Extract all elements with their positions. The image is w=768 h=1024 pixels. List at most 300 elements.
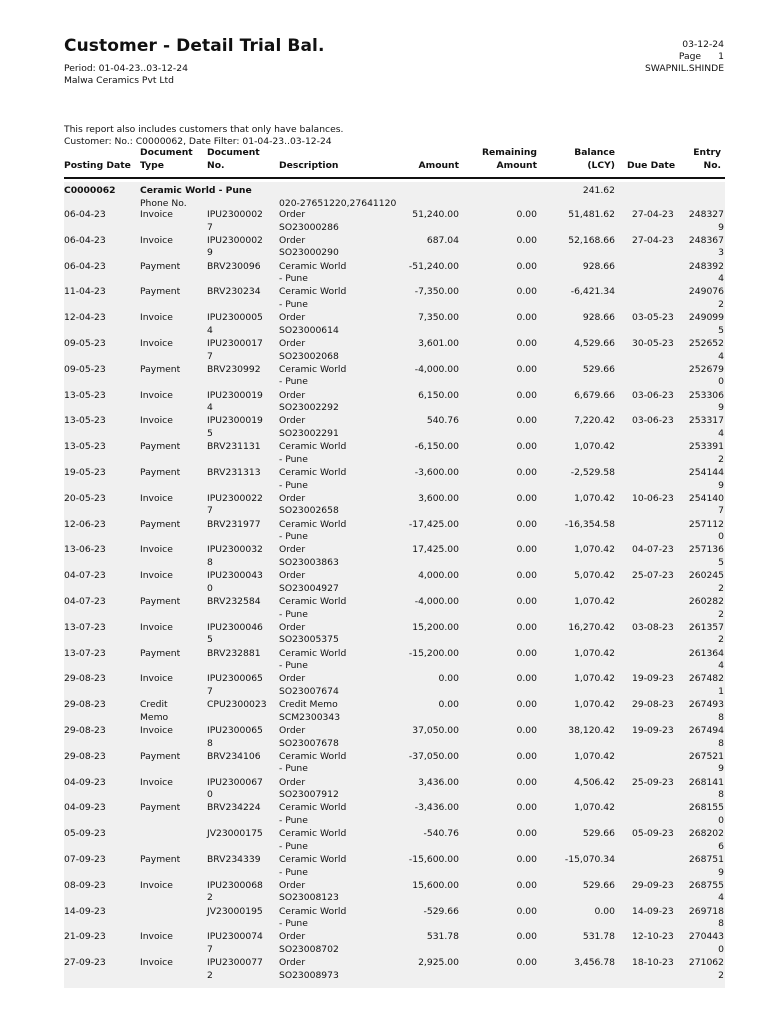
- description: Order SO23007912: [279, 776, 339, 801]
- entry-no: 267482 1: [688, 673, 724, 697]
- document-type: Invoice: [140, 621, 173, 633]
- column-header-remaining: Remaining Amount: [481, 147, 537, 171]
- posting-date: 14-09-23: [64, 905, 106, 917]
- amount: 0.00: [438, 673, 459, 685]
- remaining-amount: 0.00: [516, 957, 537, 969]
- entry-no: 254140 7: [688, 492, 724, 517]
- document-no: BRV234339: [207, 854, 261, 865]
- document-type: Invoice: [140, 725, 173, 736]
- description: Ceramic World - Pune: [279, 286, 347, 310]
- document-no: BRV230096: [207, 260, 261, 272]
- remaining-amount: 0.00: [516, 673, 537, 685]
- table-row: [0, 312, 768, 338]
- posting-date: 29-08-23: [64, 750, 106, 762]
- description: Ceramic World - Pune: [279, 441, 347, 465]
- posting-date: 05-09-23: [64, 828, 106, 840]
- entry-no: 249099 5: [688, 312, 724, 336]
- description: Ceramic World - Pune: [279, 596, 347, 620]
- document-no: IPU2300017 7: [207, 338, 263, 362]
- posting-date: 06-04-23: [64, 234, 106, 246]
- description: Order SO23007674: [279, 673, 339, 697]
- document-no: IPU2300002 9: [207, 234, 263, 259]
- entry-no: 257112 0: [688, 518, 724, 543]
- entry-no: 270443 0: [688, 931, 724, 955]
- description: Order SO23002291: [279, 415, 339, 439]
- document-type: Payment: [140, 441, 181, 453]
- balance-lcy: -15,070.34: [564, 854, 615, 865]
- document-no: BRV230234: [207, 286, 261, 298]
- due-date: 10-06-23: [632, 492, 674, 504]
- balance-lcy: -2,529.58: [570, 467, 615, 478]
- entry-no: 253317 4: [688, 415, 724, 439]
- amount: 51,240.00: [412, 209, 459, 220]
- remaining-amount: 0.00: [516, 802, 537, 814]
- balance-lcy: 531.78: [582, 931, 615, 943]
- document-no: IPU2300002 7: [207, 209, 263, 233]
- description: Order SO23004927: [279, 570, 339, 594]
- amount: 6,150.00: [418, 389, 459, 401]
- report-note: This report also includes customers that only have balances.: [64, 124, 344, 135]
- due-date: 19-09-23: [632, 673, 674, 685]
- phone-label: Phone No.: [140, 198, 187, 209]
- document-type: Invoice: [140, 673, 173, 685]
- table-row: [0, 519, 768, 545]
- description: Ceramic World - Pune: [279, 260, 347, 285]
- table-row: [0, 441, 768, 467]
- table-row: [0, 673, 768, 699]
- description: Ceramic World - Pune: [279, 467, 347, 491]
- entry-no: 248367 3: [688, 234, 724, 259]
- balance-lcy: 4,506.42: [574, 776, 615, 788]
- remaining-amount: 0.00: [516, 905, 537, 917]
- entry-no: 260282 2: [688, 596, 724, 620]
- table-row: [0, 544, 768, 570]
- posting-date: 13-07-23: [64, 621, 106, 633]
- document-no: IPU2300019 4: [207, 389, 263, 414]
- balance-lcy: 1,070.42: [574, 647, 615, 659]
- balance-lcy: 529.66: [582, 828, 615, 840]
- posting-date: 13-05-23: [64, 441, 106, 453]
- table-row: [0, 261, 768, 287]
- column-header-posting-date: Posting Date: [64, 160, 131, 171]
- document-type: Invoice: [140, 389, 173, 401]
- description: Order SO23003863: [279, 544, 339, 568]
- balance-lcy: -16,354.58: [564, 518, 615, 530]
- document-no: IPU2300005 4: [207, 312, 263, 336]
- remaining-amount: 0.00: [516, 828, 537, 840]
- document-no: IPU2300067 0: [207, 776, 263, 801]
- document-type: Payment: [140, 286, 181, 298]
- balance-lcy: 1,070.42: [574, 750, 615, 762]
- table-row: [0, 880, 768, 906]
- description: Order SO23000290: [279, 234, 339, 259]
- table-row: [0, 467, 768, 493]
- balance-lcy: 1,070.42: [574, 441, 615, 453]
- balance-lcy: 0.00: [594, 905, 615, 917]
- remaining-amount: 0.00: [516, 286, 537, 298]
- amount: 15,600.00: [412, 879, 459, 891]
- amount: 531.78: [426, 931, 459, 943]
- document-type: Invoice: [140, 879, 173, 891]
- description: Ceramic World - Pune: [279, 828, 347, 852]
- balance-lcy: 529.66: [582, 363, 615, 375]
- description: Ceramic World - Pune: [279, 750, 347, 775]
- posting-date: 21-09-23: [64, 931, 106, 943]
- document-no: BRV232584: [207, 596, 261, 607]
- table-row: [0, 209, 768, 235]
- amount: -4,000.00: [414, 363, 459, 375]
- amount: 0.00: [438, 699, 459, 711]
- entry-no: 268751 9: [688, 854, 724, 878]
- balance-lcy: 928.66: [582, 260, 615, 272]
- period-text: Period: 01-04-23..03-12-24: [64, 63, 188, 74]
- amount: 540.76: [426, 415, 459, 427]
- due-date: 25-07-23: [632, 570, 674, 582]
- document-type: Invoice: [140, 338, 173, 349]
- document-no: JV23000175: [207, 828, 263, 840]
- remaining-amount: 0.00: [516, 544, 537, 556]
- amount: 15,200.00: [412, 621, 459, 633]
- posting-date: 06-04-23: [64, 260, 106, 272]
- due-date: 05-09-23: [632, 828, 674, 840]
- posting-date: 04-07-23: [64, 596, 106, 607]
- description: Ceramic World - Pune: [279, 802, 347, 826]
- description: Ceramic World - Pune: [279, 518, 347, 543]
- table-row: [0, 415, 768, 441]
- document-no: IPU2300065 8: [207, 725, 263, 749]
- remaining-amount: 0.00: [516, 854, 537, 865]
- amount: 37,050.00: [412, 725, 459, 736]
- table-row: [0, 493, 768, 519]
- document-type: Payment: [140, 518, 181, 530]
- remaining-amount: 0.00: [516, 234, 537, 246]
- balance-lcy: 529.66: [582, 879, 615, 891]
- remaining-amount: 0.00: [516, 725, 537, 736]
- document-no: JV23000195: [207, 905, 263, 917]
- column-header-entry-no: Entry No.: [693, 147, 721, 171]
- remaining-amount: 0.00: [516, 596, 537, 607]
- document-type: Invoice: [140, 209, 173, 220]
- filter-text: Customer: No.: C0000062, Date Filter: 01-04-23..03-12-24: [64, 136, 332, 147]
- amount: -15,600.00: [408, 854, 459, 865]
- entry-no: 248327 9: [688, 209, 724, 233]
- document-no: IPU2300068 2: [207, 879, 263, 904]
- table-row: [0, 802, 768, 828]
- entry-no: 268155 0: [688, 802, 724, 826]
- posting-date: 27-09-23: [64, 957, 106, 969]
- remaining-amount: 0.00: [516, 441, 537, 453]
- table-row: [0, 854, 768, 880]
- document-no: BRV230992: [207, 363, 261, 375]
- amount: 3,601.00: [418, 338, 459, 349]
- document-no: IPU2300077 2: [207, 957, 263, 981]
- remaining-amount: 0.00: [516, 518, 537, 530]
- due-date: 03-06-23: [632, 415, 674, 427]
- table-row: [0, 338, 768, 364]
- column-header-due-date: Due Date: [627, 160, 676, 171]
- header-divider: [64, 177, 725, 179]
- document-type: Payment: [140, 363, 181, 375]
- table-row: [0, 931, 768, 957]
- document-type: Invoice: [140, 957, 173, 969]
- table-row: [0, 364, 768, 390]
- customer-balance: 241.62: [582, 185, 615, 196]
- entry-no: 261357 2: [688, 621, 724, 646]
- remaining-amount: 0.00: [516, 931, 537, 943]
- document-type: Invoice: [140, 234, 173, 246]
- amount: -3,600.00: [414, 467, 459, 478]
- amount: -37,050.00: [408, 750, 459, 762]
- amount: -6,150.00: [414, 441, 459, 453]
- due-date: 18-10-23: [632, 957, 674, 969]
- posting-date: 09-05-23: [64, 363, 106, 375]
- entry-no: 252679 0: [688, 363, 724, 388]
- report-date: 03-12-24: [682, 39, 724, 50]
- document-type: Invoice: [140, 931, 173, 943]
- table-row: [0, 390, 768, 416]
- column-header-amount: Amount: [418, 160, 459, 171]
- column-header-doc-no: Document No.: [207, 147, 260, 171]
- balance-lcy: 1,070.42: [574, 699, 615, 711]
- balance-lcy: 1,070.42: [574, 802, 615, 814]
- document-no: BRV232881: [207, 647, 261, 659]
- entry-no: 268202 6: [688, 828, 724, 852]
- description: Ceramic World - Pune: [279, 854, 347, 878]
- table-row: [0, 648, 768, 674]
- amount: 687.04: [426, 234, 459, 246]
- amount: -51,240.00: [408, 260, 459, 272]
- description: Order SO23005375: [279, 621, 339, 646]
- posting-date: 13-07-23: [64, 647, 106, 659]
- due-date: 14-09-23: [632, 905, 674, 917]
- remaining-amount: 0.00: [516, 209, 537, 220]
- entry-no: 267494 8: [688, 725, 724, 749]
- document-type: Payment: [140, 854, 181, 865]
- document-no: BRV234224: [207, 802, 261, 814]
- description: Order SO23002068: [279, 338, 339, 362]
- description: Order SO23002658: [279, 492, 339, 517]
- description: Order SO23000614: [279, 312, 339, 336]
- description: Ceramic World - Pune: [279, 905, 347, 930]
- balance-lcy: 51,481.62: [568, 209, 615, 220]
- table-row: [0, 751, 768, 777]
- document-type: Payment: [140, 647, 181, 659]
- posting-date: 20-05-23: [64, 492, 106, 504]
- balance-lcy: 5,070.42: [574, 570, 615, 582]
- entry-no: 260245 2: [688, 570, 724, 594]
- description: Ceramic World - Pune: [279, 647, 347, 672]
- document-type: Invoice: [140, 312, 173, 324]
- entry-no: 254144 9: [688, 467, 724, 491]
- remaining-amount: 0.00: [516, 312, 537, 324]
- entry-no: 267493 8: [688, 699, 724, 723]
- table-row: [0, 286, 768, 312]
- entry-no: 268141 8: [688, 776, 724, 801]
- document-no: BRV231131: [207, 441, 261, 453]
- document-no: IPU2300046 5: [207, 621, 263, 646]
- phone-value: 020-27651220,27641120: [279, 198, 397, 209]
- remaining-amount: 0.00: [516, 699, 537, 711]
- document-type: Invoice: [140, 492, 173, 504]
- description: Order SO23002292: [279, 389, 339, 414]
- due-date: 27-04-23: [632, 209, 674, 220]
- entry-no: 268755 4: [688, 879, 724, 904]
- document-type: Credit Memo: [140, 699, 169, 723]
- document-type: Invoice: [140, 776, 173, 788]
- document-type: Payment: [140, 802, 181, 814]
- description: Ceramic World - Pune: [279, 363, 347, 388]
- due-date: 12-10-23: [632, 931, 674, 943]
- posting-date: 29-08-23: [64, 725, 106, 736]
- balance-lcy: 1,070.42: [574, 544, 615, 556]
- remaining-amount: 0.00: [516, 338, 537, 349]
- description: Order SO23008702: [279, 931, 339, 955]
- document-no: IPU2300019 5: [207, 415, 263, 439]
- remaining-amount: 0.00: [516, 879, 537, 891]
- due-date: 03-08-23: [632, 621, 674, 633]
- remaining-amount: 0.00: [516, 647, 537, 659]
- page-label: Page: [678, 51, 702, 62]
- remaining-amount: 0.00: [516, 776, 537, 788]
- due-date: 30-05-23: [632, 338, 674, 349]
- document-no: BRV231313: [207, 467, 261, 478]
- posting-date: 04-09-23: [64, 802, 106, 814]
- remaining-amount: 0.00: [516, 621, 537, 633]
- description: Credit Memo SCM2300343: [279, 699, 341, 723]
- posting-date: 04-07-23: [64, 570, 106, 582]
- remaining-amount: 0.00: [516, 363, 537, 375]
- table-row: [0, 235, 768, 261]
- entry-no: 252652 4: [688, 338, 724, 362]
- amount: 7,350.00: [418, 312, 459, 324]
- document-type: Invoice: [140, 415, 173, 427]
- posting-date: 08-09-23: [64, 879, 106, 891]
- page-indicator: [679, 51, 724, 62]
- posting-date: 09-05-23: [64, 338, 106, 349]
- remaining-amount: 0.00: [516, 415, 537, 427]
- amount: -7,350.00: [414, 286, 459, 298]
- balance-lcy: 16,270.42: [568, 621, 615, 633]
- amount: -15,200.00: [408, 647, 459, 659]
- description: Order SO23000286: [279, 209, 339, 233]
- posting-date: 12-04-23: [64, 312, 106, 324]
- amount: -4,000.00: [414, 596, 459, 607]
- amount: -17,425.00: [408, 518, 459, 530]
- amount: 2,925.00: [418, 957, 459, 969]
- document-type: Payment: [140, 596, 181, 607]
- description: Order SO23008973: [279, 957, 339, 981]
- document-no: IPU2300043 0: [207, 570, 263, 594]
- due-date: 25-09-23: [632, 776, 674, 788]
- document-no: BRV231977: [207, 518, 261, 530]
- balance-lcy: 4,529.66: [574, 338, 615, 349]
- due-date: 03-06-23: [632, 389, 674, 401]
- posting-date: 29-08-23: [64, 699, 106, 711]
- amount: -3,436.00: [414, 802, 459, 814]
- remaining-amount: 0.00: [516, 492, 537, 504]
- balance-lcy: -6,421.34: [570, 286, 615, 298]
- balance-lcy: 928.66: [582, 312, 615, 324]
- balance-lcy: 3,456.78: [574, 957, 615, 969]
- posting-date: 19-05-23: [64, 467, 106, 478]
- entry-no: 261364 4: [688, 647, 724, 672]
- description: Order SO23008123: [279, 879, 339, 904]
- balance-lcy: 1,070.42: [574, 492, 615, 504]
- due-date: 19-09-23: [632, 725, 674, 736]
- entry-no: 269718 8: [688, 905, 724, 930]
- column-header-doc-type: Document Type: [140, 147, 193, 171]
- document-type: Payment: [140, 750, 181, 762]
- amount: 17,425.00: [412, 544, 459, 556]
- customer-name: Ceramic World - Pune: [140, 185, 252, 196]
- column-header-description: Description: [279, 160, 339, 171]
- amount: 3,436.00: [418, 776, 459, 788]
- due-date: 04-07-23: [632, 544, 674, 556]
- balance-lcy: 52,168.66: [568, 234, 615, 246]
- document-no: IPU2300065 7: [207, 673, 263, 697]
- table-row: [0, 570, 768, 596]
- table-row: [0, 906, 768, 932]
- report-title: Customer - Detail Trial Bal.: [64, 36, 325, 56]
- document-no: BRV234106: [207, 750, 261, 762]
- due-date: 29-08-23: [632, 699, 674, 711]
- posting-date: 06-04-23: [64, 209, 106, 220]
- entry-no: 267521 9: [688, 750, 724, 775]
- entry-no: 271062 2: [688, 957, 724, 981]
- balance-lcy: 38,120.42: [568, 725, 615, 736]
- document-type: Payment: [140, 260, 181, 272]
- posting-date: 12-06-23: [64, 518, 106, 530]
- description: Order SO23007678: [279, 725, 339, 749]
- table-row: [0, 828, 768, 854]
- document-no: IPU2300022 7: [207, 492, 263, 517]
- table-row: [0, 777, 768, 803]
- document-no: CPU2300023: [207, 699, 267, 711]
- posting-date: 07-09-23: [64, 854, 106, 865]
- column-header-balance: Balance (LCY): [574, 147, 615, 171]
- table-row: [0, 622, 768, 648]
- company-name: Malwa Ceramics Pvt Ltd: [64, 75, 174, 86]
- posting-date: 13-06-23: [64, 544, 106, 556]
- entry-no: 257136 5: [688, 544, 724, 568]
- user-name: SWAPNIL.SHINDE: [644, 63, 724, 74]
- amount: 4,000.00: [418, 570, 459, 582]
- document-no: IPU2300032 8: [207, 544, 263, 568]
- remaining-amount: 0.00: [516, 260, 537, 272]
- posting-date: 13-05-23: [64, 415, 106, 427]
- remaining-amount: 0.00: [516, 750, 537, 762]
- balance-lcy: 6,679.66: [574, 389, 615, 401]
- posting-date: 29-08-23: [64, 673, 106, 685]
- table-row: [0, 725, 768, 751]
- due-date: 27-04-23: [632, 234, 674, 246]
- amount: 3,600.00: [418, 492, 459, 504]
- balance-lcy: 7,220.42: [574, 415, 615, 427]
- customer-no: C0000062: [64, 185, 116, 196]
- document-type: Payment: [140, 467, 181, 478]
- due-date: 29-09-23: [632, 879, 674, 891]
- page-number: 1: [718, 51, 724, 62]
- remaining-amount: 0.00: [516, 389, 537, 401]
- document-no: IPU2300074 7: [207, 931, 263, 955]
- remaining-amount: 0.00: [516, 467, 537, 478]
- amount: -529.66: [423, 905, 459, 917]
- balance-lcy: 1,070.42: [574, 596, 615, 607]
- remaining-amount: 0.00: [516, 570, 537, 582]
- entry-no: 248392 4: [688, 260, 724, 285]
- entry-no: 249076 2: [688, 286, 724, 310]
- posting-date: 13-05-23: [64, 389, 106, 401]
